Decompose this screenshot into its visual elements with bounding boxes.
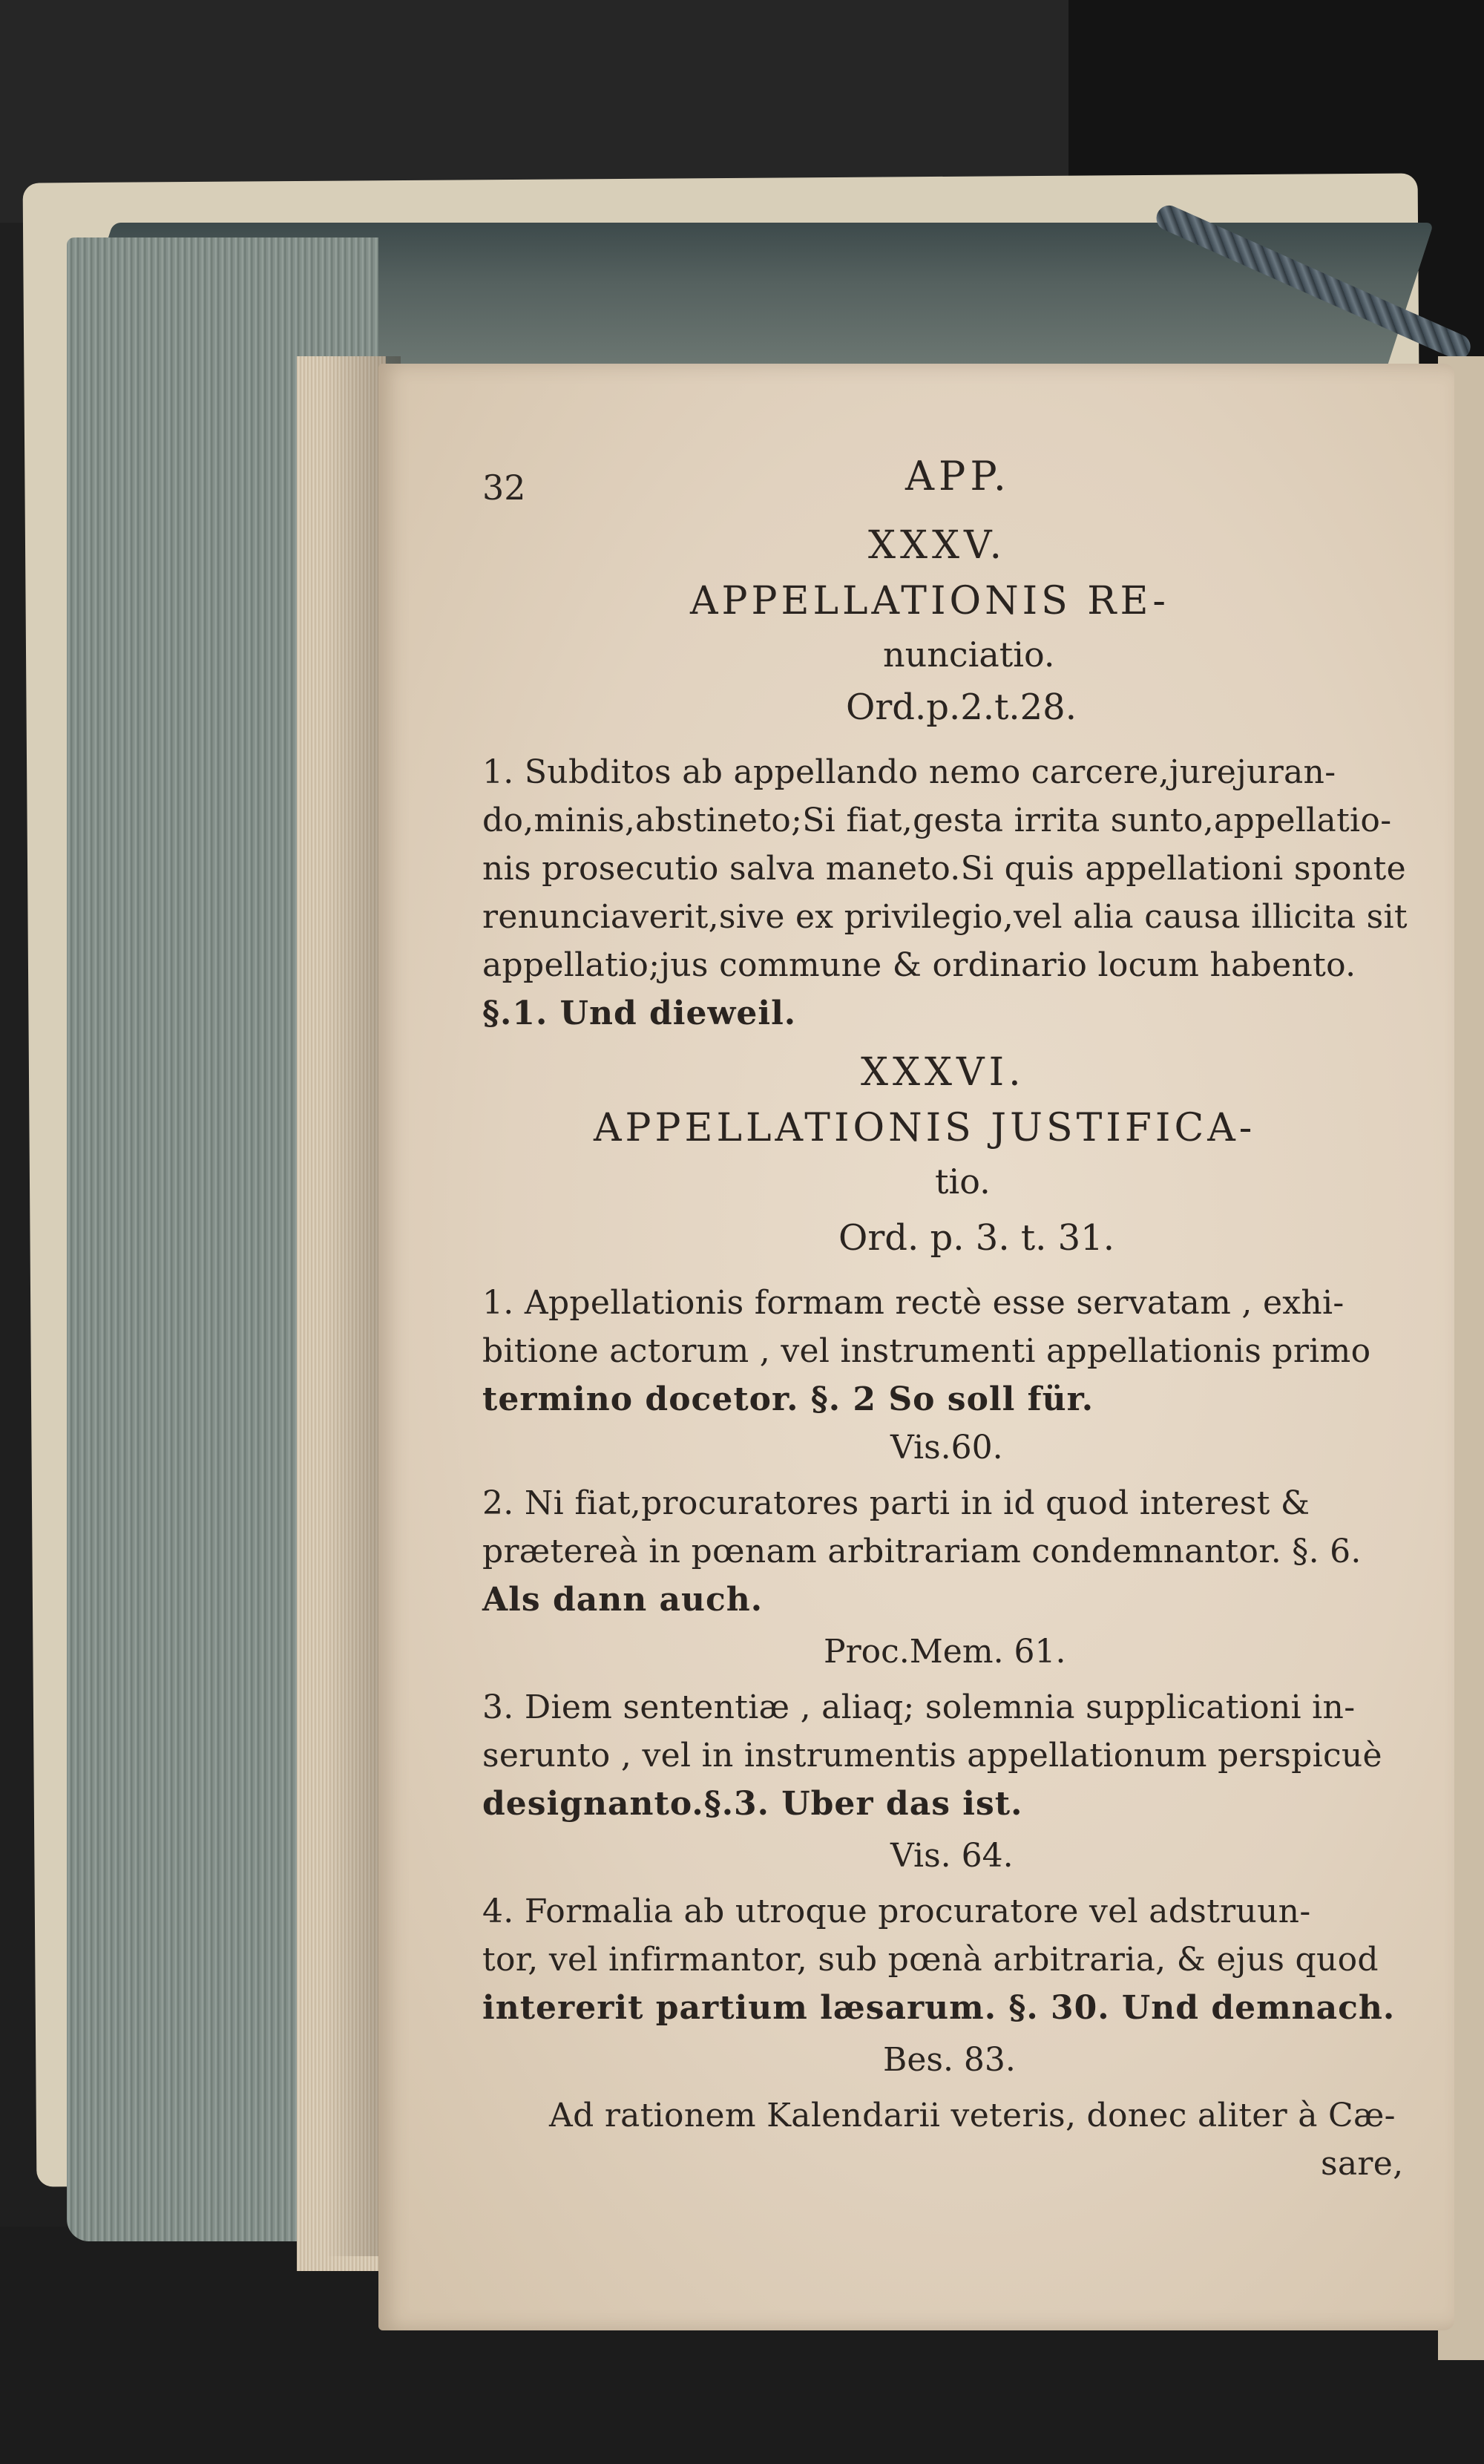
section-number: XXXV. bbox=[868, 523, 1007, 568]
paragraph-line: 2. Ni fiat,procuratores parti in id quod interest & bbox=[482, 1484, 1310, 1522]
paragraph-line: do,minis,abstineto;Si fiat,gesta irrita sunto,appellatio- bbox=[482, 802, 1392, 839]
running-head: APP. bbox=[905, 453, 1011, 499]
sub-reference: Bes. 83. bbox=[883, 2041, 1016, 2079]
section-title-cont: tio. bbox=[935, 1161, 991, 1202]
sub-reference: Vis. 64. bbox=[890, 1837, 1014, 1875]
paragraph-line: designanto.§.3. Uber das ist. bbox=[482, 1785, 1023, 1823]
paragraph-line: bitione actorum , vel instrumenti appellationis primo bbox=[482, 1332, 1371, 1370]
sub-reference: Vis.60. bbox=[890, 1429, 1003, 1467]
paragraph-line: 4. Formalia ab utroque procuratore vel adstruun- bbox=[482, 1893, 1311, 1930]
paragraph-line: 3. Diem sententiæ , aliaq; solemnia supplicationi in- bbox=[482, 1688, 1356, 1726]
section-title: APPELLATIONIS JUSTIFICA- bbox=[594, 1106, 1256, 1150]
paragraph-line: appellatio;jus commune & ordinario locum habento. bbox=[482, 946, 1356, 984]
paragraph-line: tor, vel infirmantor, sub pœnà arbitraria, & ejus quod bbox=[482, 1941, 1379, 1979]
paragraph-line: 1. Subditos ab appellando nemo carcere,jurejuran- bbox=[482, 753, 1336, 791]
paragraph-line: renunciaverit,sive ex privilegio,vel alia causa illicita sit bbox=[482, 898, 1408, 936]
ordinance-reference: Ord.p.2.t.28. bbox=[846, 687, 1077, 728]
paragraph-line: serunto , vel in instrumentis appellationum perspicuè bbox=[482, 1737, 1382, 1775]
paragraph-line: termino docetor. §. 2 So soll für. bbox=[482, 1380, 1094, 1418]
paragraph-line: §.1. Und dieweil. bbox=[482, 995, 797, 1032]
paragraph-line: 1. Appellationis formam rectè esse servatam , exhi- bbox=[482, 1284, 1345, 1322]
page-number: 32 bbox=[482, 468, 526, 508]
closing-line-cont: sare, bbox=[1321, 2145, 1404, 2183]
sub-reference: Proc.Mem. 61. bbox=[824, 1633, 1066, 1671]
ordinance-reference: Ord. p. 3. t. 31. bbox=[838, 1217, 1114, 1259]
paragraph-line: prætereà in pœnam arbitrariam condemnantor. §. 6. bbox=[482, 1533, 1362, 1570]
section-title: APPELLATIONIS RE- bbox=[690, 579, 1169, 623]
section-title-cont: nunciatio. bbox=[883, 635, 1055, 675]
paragraph-line: intererit partium læsarum. §. 30. Und demnach. bbox=[482, 1989, 1396, 2027]
paragraph-line: nis prosecutio salva maneto.Si quis appellationi sponte bbox=[482, 850, 1406, 888]
section-number: XXXVI. bbox=[861, 1050, 1025, 1095]
closing-line: Ad rationem Kalendarii veteris, donec aliter à Cæ- bbox=[549, 2097, 1396, 2134]
paragraph-line: Als dann auch. bbox=[482, 1581, 764, 1619]
